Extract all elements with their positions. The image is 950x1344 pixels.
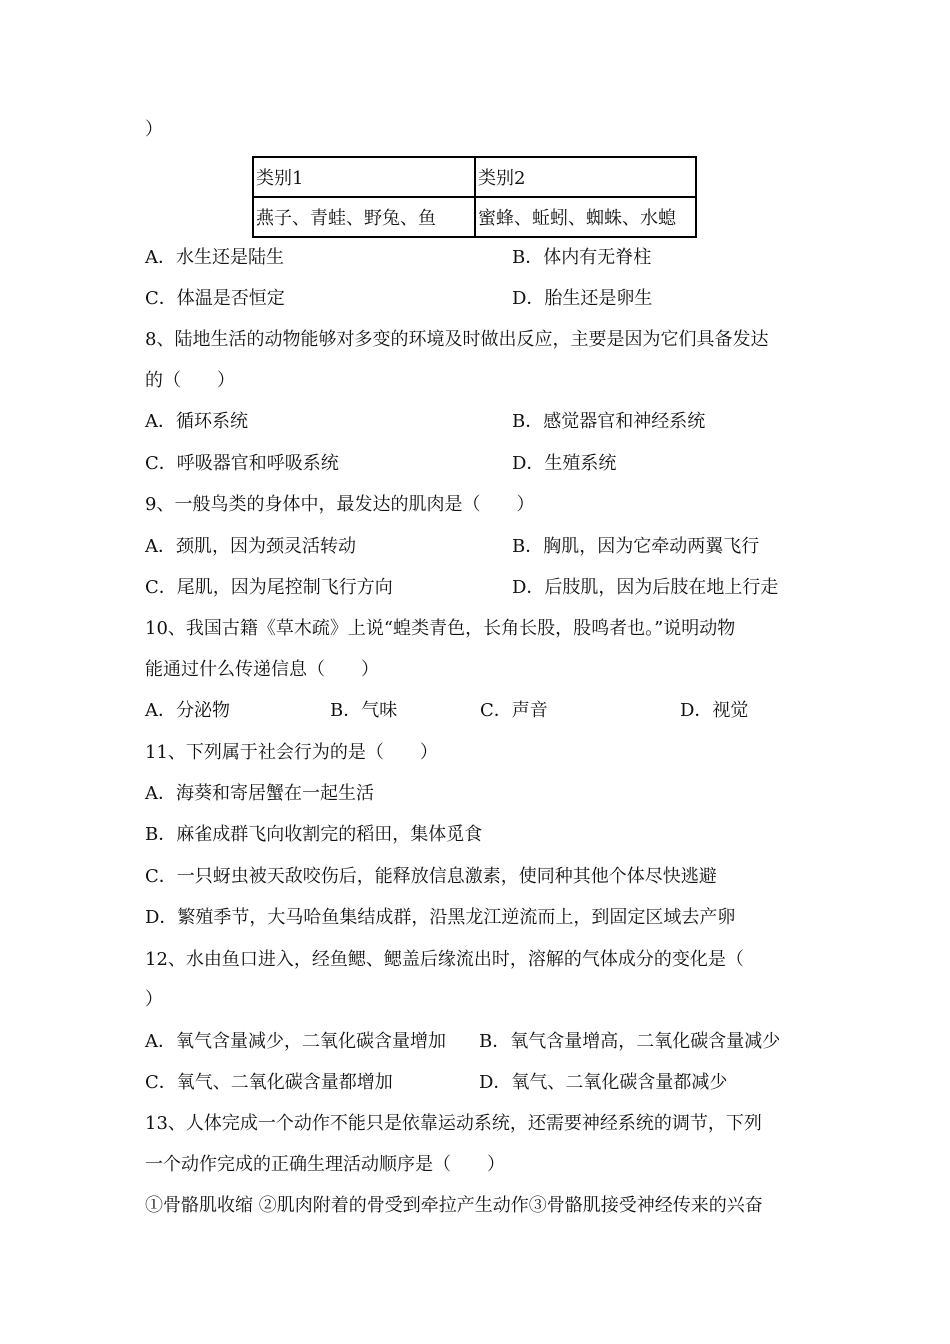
q12-stem: 12、水由鱼口进入，经鱼鳃、鳃盖后缘流出时，溶解的气体成分的变化是（ bbox=[145, 949, 744, 970]
q13-stem: 13、人体完成一个动作不能只是依靠运动系统，还需要神经系统的调节，下列 bbox=[145, 1113, 762, 1134]
table-row bbox=[253, 197, 696, 237]
q9-stem: 9、一般鸟类的身体中，最发达的肌肉是（ ） bbox=[145, 494, 535, 515]
q12-option-a: A．氧气含量减少，二氧化碳含量增加 bbox=[145, 1031, 446, 1052]
q8-option-d: D．生殖系统 bbox=[512, 453, 617, 474]
q8-option-a: A．循环系统 bbox=[145, 411, 248, 432]
q12-stem-cont: ） bbox=[145, 989, 163, 1010]
q11-stem: 11、下列属于社会行为的是（ ） bbox=[145, 742, 438, 763]
q9-option-d: D．后肢肌，因为后肢在地上行走 bbox=[512, 577, 779, 598]
classification-table bbox=[252, 156, 697, 238]
q10-option-c: C．声音 bbox=[480, 700, 548, 721]
q7-option-b: B．体内有无脊柱 bbox=[512, 247, 652, 268]
q7-option-c: C．体温是否恒定 bbox=[145, 288, 285, 309]
table-header-row bbox=[253, 157, 696, 197]
q12-option-d: D．氧气、二氧化碳含量都减少 bbox=[479, 1072, 728, 1093]
q10-option-d: D．视觉 bbox=[680, 700, 749, 721]
q9-option-a: A．颈肌，因为颈灵活转动 bbox=[145, 536, 356, 557]
table-cell: 燕子、青蛙、野兔、鱼 bbox=[253, 197, 475, 237]
question-continuation: ） bbox=[145, 119, 163, 140]
q9-option-c: C．尾肌，因为尾控制飞行方向 bbox=[145, 577, 393, 598]
q10-option-b: B．气味 bbox=[330, 700, 398, 721]
q10-stem: 10、我国古籍《草木疏》上说“蝗类青色，长角长股，股鸣者也。”说明动物 bbox=[145, 618, 736, 639]
q11-option-d: D．繁殖季节，大马哈鱼集结成群，沿黑龙江逆流而上，到固定区域去产卵 bbox=[145, 907, 736, 928]
q8-stem: 8、陆地生活的动物能够对多变的环境及时做出反应，主要是因为它们具备发达 bbox=[145, 329, 769, 350]
q7-option-d: D．胎生还是卵生 bbox=[512, 288, 653, 309]
q12-option-b: B．氧气含量增高，二氧化碳含量减少 bbox=[479, 1031, 781, 1052]
q9-option-b: B．胸肌，因为它牵动两翼飞行 bbox=[512, 536, 760, 557]
q8-stem-cont: 的（ ） bbox=[145, 370, 235, 391]
q11-option-b: B．麻雀成群飞向收割完的稻田，集体觅食 bbox=[145, 824, 483, 845]
table-cell: 类别2 bbox=[475, 157, 696, 197]
q11-option-c: C．一只蚜虫被天敌咬伤后，能释放信息激素，使同种其他个体尽快逃避 bbox=[145, 866, 717, 887]
table-cell: 类别1 bbox=[253, 157, 475, 197]
q13-stem-cont: 一个动作完成的正确生理活动顺序是（ ） bbox=[145, 1154, 505, 1175]
q11-option-a: A．海葵和寄居蟹在一起生活 bbox=[145, 783, 374, 804]
q7-option-a: A．水生还是陆生 bbox=[145, 247, 284, 268]
q10-stem-cont: 能通过什么传递信息（ ） bbox=[145, 659, 379, 680]
q12-option-c: C．氧气、二氧化碳含量都增加 bbox=[145, 1072, 393, 1093]
q8-option-c: C．呼吸器官和呼吸系统 bbox=[145, 453, 339, 474]
q8-option-b: B．感觉器官和神经系统 bbox=[512, 411, 706, 432]
table-cell: 蜜蜂、蚯蚓、蜘蛛、水螅 bbox=[475, 197, 696, 237]
q13-steps: ①骨骼肌收缩 ②肌肉附着的骨受到牵拉产生动作③骨骼肌接受神经传来的兴奋 bbox=[145, 1195, 763, 1216]
q10-option-a: A．分泌物 bbox=[145, 700, 230, 721]
